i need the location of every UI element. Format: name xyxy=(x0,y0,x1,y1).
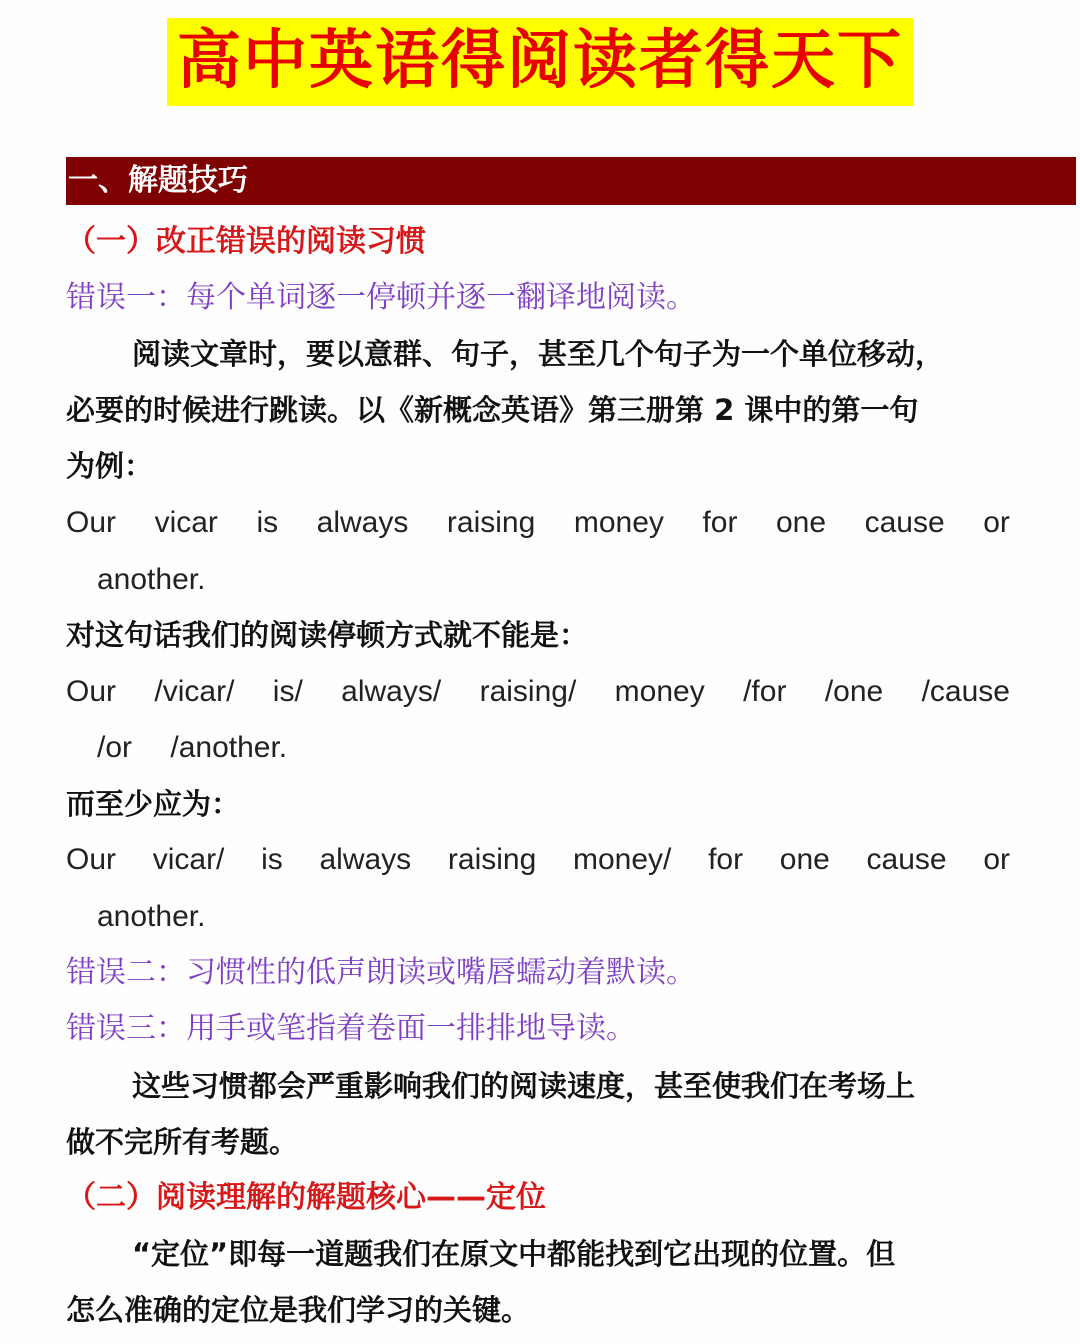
error-3-heading: 错误三：用手或笔指着卷面一排排地导读。 xyxy=(66,1011,636,1046)
section-heading-bar xyxy=(66,157,1076,205)
word: raising xyxy=(447,843,537,876)
right-pause-sentence-continuation: another. xyxy=(97,900,206,933)
paragraph-1-line-3: 为例： xyxy=(66,449,154,483)
word: is xyxy=(261,843,283,876)
paragraph-2-line-2: 做不完所有考题。 xyxy=(66,1125,299,1159)
word: for xyxy=(702,506,738,539)
word: /cause xyxy=(921,675,1010,708)
right-pause-label: 而至少应为： xyxy=(66,787,241,821)
word: always xyxy=(316,506,409,539)
word: vicar/ xyxy=(152,843,225,876)
wrong-pause-sentence-continuation xyxy=(97,728,287,768)
word: or xyxy=(983,843,1010,876)
paragraph-3-line-1: “定位”即每一道题我们在原文中都能找到它出现的位置。但 xyxy=(132,1237,896,1271)
word: is/ xyxy=(272,675,303,708)
word: one xyxy=(776,506,827,539)
title-block xyxy=(0,18,1080,106)
word: Our xyxy=(66,843,117,876)
example-sentence xyxy=(66,503,1010,543)
right-pause-sentence xyxy=(66,840,1010,880)
word: cause xyxy=(864,506,945,539)
example-sentence-continuation: another. xyxy=(97,563,206,596)
word: one xyxy=(779,843,830,876)
paragraph-3-line-2: 怎么准确的定位是我们学习的关键。 xyxy=(66,1293,531,1327)
word: raising xyxy=(446,506,536,539)
word: is xyxy=(256,506,279,539)
wrong-pause-sentence xyxy=(66,672,1010,712)
word: Our xyxy=(66,675,117,708)
word: /one xyxy=(824,675,884,708)
word: Our xyxy=(66,506,117,539)
word: /or xyxy=(97,731,133,764)
error-2-heading: 错误二：习惯性的低声朗读或嘴唇蠕动着默读。 xyxy=(66,955,696,990)
word: money xyxy=(573,506,664,539)
error-1-heading: 错误一：每个单词逐一停顿并逐一翻译地阅读。 xyxy=(66,280,696,315)
word: /for xyxy=(743,675,787,708)
paragraph-1-line-1: 阅读文章时，要以意群、句子，甚至几个句子为一个单位移动， xyxy=(132,337,945,371)
subheading-2: （二）阅读理解的解题核心——定位 xyxy=(66,1180,546,1215)
subheading-1: （一）改正错误的阅读习惯 xyxy=(66,224,426,259)
word: /vicar/ xyxy=(154,675,235,708)
wrong-pause-label: 对这句话我们的阅读停顿方式就不能是： xyxy=(66,618,589,652)
word: raising/ xyxy=(479,675,577,708)
word: cause xyxy=(866,843,947,876)
word: always/ xyxy=(341,675,442,708)
word: /another. xyxy=(170,731,288,764)
word: money/ xyxy=(572,843,672,876)
word: always xyxy=(319,843,412,876)
word: vicar xyxy=(154,506,218,539)
paragraph-2-line-1: 这些习惯都会严重影响我们的阅读速度，甚至使我们在考场上 xyxy=(132,1069,916,1103)
word: for xyxy=(708,843,744,876)
paragraph-1-line-2: 必要的时候进行跳读。以《新概念英语》第三册第 2 课中的第一句 xyxy=(66,393,919,427)
section-heading: 一、解题技巧 xyxy=(68,163,248,198)
word: or xyxy=(983,506,1010,539)
word: money xyxy=(614,675,705,708)
page-title: 高中英语得阅读者得天下 xyxy=(167,18,913,106)
